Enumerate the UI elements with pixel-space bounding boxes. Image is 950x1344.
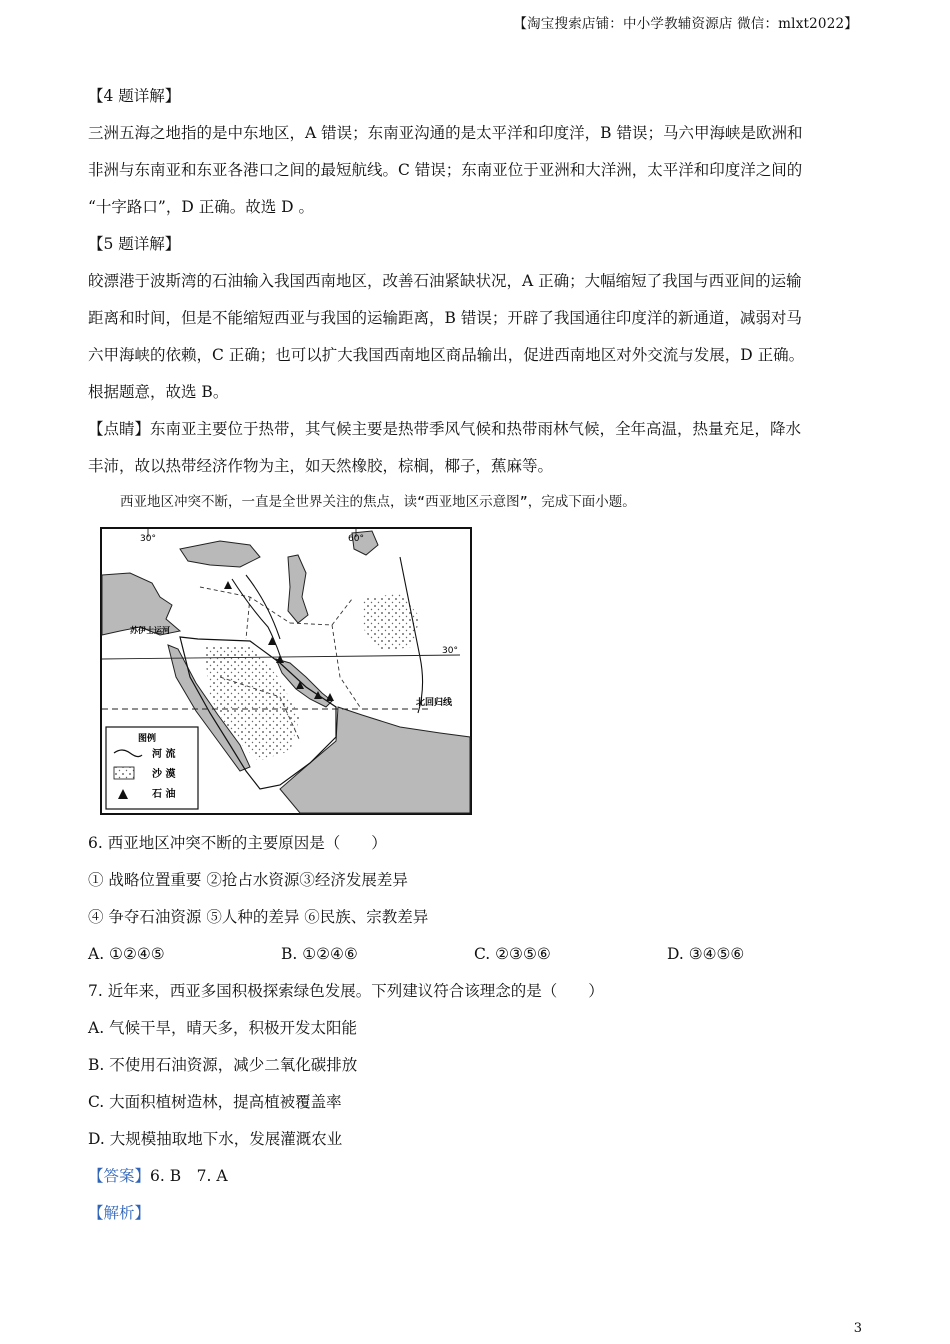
legend-oil: 石 油 (152, 789, 176, 800)
q7-option-c: C. 大面积植树造林，提高植被覆盖率 (88, 1093, 342, 1111)
map-figure (100, 527, 472, 815)
q5-heading: 【5 题详解】 (88, 235, 181, 253)
q6-choice-c: C. ②③⑤⑥ (474, 945, 551, 963)
analysis-label: 【解析】 (88, 1204, 151, 1222)
tip-line-2: 丰沛，故以热带经济作物为主，如天然橡胶，棕榈，椰子，蕉麻等。 (88, 457, 554, 475)
q7-stem: 7. 近年来，西亚多国积极探索绿色发展。下列建议符合该理念的是（ ） (88, 982, 604, 1000)
answer-label: 【答案】 (88, 1167, 151, 1185)
legend-river: 河 流 (152, 749, 176, 760)
tropic-label: 北回归线 (416, 698, 453, 708)
q7-option-b: B. 不使用石油资源，减少二氧化碳排放 (88, 1056, 358, 1074)
q4-heading: 【4 题详解】 (88, 87, 181, 105)
lon-60-label: 60° (348, 534, 364, 544)
map-legend (106, 727, 198, 809)
q5-line-2: 距离和时间，但是不能缩短西亚与我国的运输距离，B 错误；开辟了我国通往印度洋的新通道，减弱对马 (88, 309, 802, 327)
page-number: 3 (853, 1321, 862, 1336)
q4-line-2: 非洲与东南亚和东亚各港口之间的最短航线。C 错误；东南亚位于亚洲和大洋洲，太平洋和印度洋之间的 (88, 161, 803, 179)
q7-option-a: A. 气候干旱，晴天多，积极开发太阳能 (88, 1019, 358, 1037)
q5-line-4: 根据题意，故选 B。 (88, 383, 229, 401)
legend-desert-symbol (114, 767, 134, 779)
suez-label: 苏伊士运河 (130, 626, 170, 635)
q6-choice-d: D. ③④⑤⑥ (667, 945, 745, 963)
q5-line-1: 皎漂港于波斯湾的石油输入我国西南地区，改善石油紧缺状况，A 正确；大幅缩短了我国与西亚间的运输 (88, 272, 802, 290)
answer-value: 6. B 7. A (150, 1167, 228, 1185)
west-asia-map (100, 527, 472, 815)
q6-options-line-2: ④ 争夺石油资源 ⑤人种的差异 ⑥民族、宗教差异 (88, 908, 429, 926)
q6-stem: 6. 西亚地区冲突不断的主要原因是（ ） (88, 834, 387, 852)
map-intro: 西亚地区冲突不断，一直是全世界关注的焦点，读“西亚地区示意图”，完成下面小题。 (120, 494, 636, 510)
legend-title: 图例 (138, 734, 157, 744)
answer-line (88, 1158, 860, 1195)
q6-choice-a: A. ①②④⑤ (88, 945, 165, 963)
lat-30-label: 30° (442, 646, 458, 656)
q5-line-3: 六甲海峡的依赖，C 正确；也可以扩大我国西南地区商品输出，促进西南地区对外交流与发展，D 正确。 (88, 346, 805, 364)
lon-30-label: 30° (140, 534, 156, 544)
q6-choices (88, 936, 860, 973)
legend-desert: 沙 漠 (152, 769, 176, 780)
q6-options-line-1: ① 战略位置重要 ②抢占水资源③经济发展差异 (88, 871, 408, 889)
q4-line-3: “十字路口”，D 正确。故选 D 。 (88, 198, 314, 216)
q6-choice-b: B. ①②④⑥ (281, 945, 358, 963)
q7-option-d: D. 大规模抽取地下水，发展灌溉农业 (88, 1130, 343, 1148)
document-body (88, 78, 860, 1232)
q4-line-1: 三洲五海之地指的是中东地区，A 错误；东南亚沟通的是太平洋和印度洋，B 错误；马六甲海峡是欧洲和 (88, 124, 803, 142)
page-header: 【淘宝搜索店铺：中小学教辅资源店 微信：mlxt2022】 (513, 16, 858, 32)
tip-line-1: 【点睛】东南亚主要位于热带，其气候主要是热带季风气候和热带雨林气候，全年高温，热量充足，降水 (88, 420, 802, 438)
